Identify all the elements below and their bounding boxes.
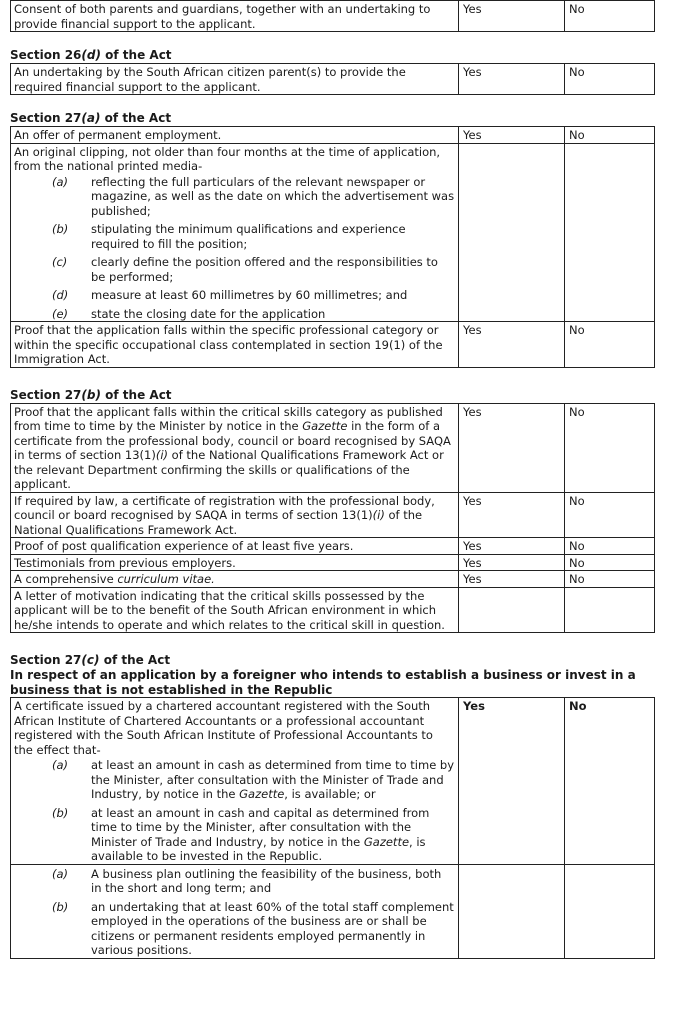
requirement-cell: Testimonials from previous employers. [11, 554, 459, 571]
section-27a-heading: Section 27(a) of the Act [10, 111, 172, 125]
requirement-cell: An offer of permanent employment. [11, 127, 459, 144]
yes-option[interactable]: Yes [459, 64, 565, 95]
table-row [11, 698, 655, 865]
yes-option[interactable]: Yes [459, 492, 565, 538]
table-row [11, 403, 655, 492]
table-row [11, 143, 655, 322]
table-row [11, 127, 655, 144]
requirement-cell [11, 698, 459, 865]
no-option[interactable]: No [565, 698, 655, 865]
no-option-empty[interactable] [565, 143, 655, 322]
no-option[interactable]: No [565, 127, 655, 144]
no-option[interactable]: No [565, 571, 655, 588]
no-option[interactable]: No [565, 64, 655, 95]
requirement-cell: An undertaking by the South African citizen parent(s) to provide the required financial support to the applicant. [11, 64, 459, 95]
table-row [11, 571, 655, 588]
requirement-cell [11, 143, 459, 322]
table-row [11, 64, 655, 95]
yes-option[interactable]: Yes [459, 127, 565, 144]
requirement-cell: A comprehensive curriculum vitae. [11, 571, 459, 588]
list-item: (a) at least an amount in cash as determined from time to time by the Minister, after consultation with the Minister of Trade and Industry, by notice in the Gazette, is available; or [52, 758, 455, 801]
yes-option[interactable]: Yes [459, 1, 565, 32]
list-item: (a) reflecting the full particulars of the relevant newspaper or magazine, as well as the date on which the advertisement was published; [52, 174, 455, 218]
section-27b-heading: Section 27(b) of the Act [10, 387, 172, 402]
no-option[interactable]: No [565, 322, 655, 368]
yes-option-empty[interactable] [459, 143, 565, 322]
yes-option-empty[interactable] [459, 864, 565, 958]
requirement-cell: Proof that the application falls within the specific professional category or within the specific occupational class contemplated in section 19(1) of the Immigration Act. [11, 322, 459, 368]
certificate-intro: A certificate issued by a chartered accountant registered with the South African Institute of Chartered Accountants or a professional accountant registered with the South African Institute of Professional Accountants to the effect that- [14, 699, 433, 757]
no-option[interactable]: No [565, 1, 655, 32]
no-option[interactable]: No [565, 492, 655, 538]
requirement-cell: A letter of motivation indicating that the critical skills possessed by the applicant will be to the benefit of the South African environment in which he/she intends to operate and which relates to the critical skill in question. [11, 587, 459, 633]
table-row [11, 322, 655, 368]
requirement-cell [11, 864, 459, 958]
list-item: (e) state the closing date for the application [52, 306, 326, 321]
table-row [11, 492, 655, 538]
yes-option[interactable]: Yes [459, 698, 565, 865]
yes-option[interactable]: Yes [459, 322, 565, 368]
consent-table [10, 0, 655, 32]
no-option-empty[interactable] [565, 864, 655, 958]
yes-option[interactable]: Yes [459, 554, 565, 571]
list-item: (d) measure at least 60 millimetres by 60 millimetres; and [52, 288, 408, 302]
table-row [11, 538, 655, 555]
list-item: (b) at least an amount in cash and capital as determined from time to time by the Minister, after consultation with the Minister of Trade and Industry, by notice in the Gazette, is available to be invested in the Republic. [52, 805, 430, 863]
document-page [10, 0, 654, 959]
table-row [11, 587, 655, 633]
section-27c-heading: Section 27(c) of the Act [10, 653, 171, 667]
clipping-intro: An original clipping, not older than four months at the time of application, from the national printed media- [14, 144, 441, 173]
table-row [11, 864, 655, 958]
list-item: (a) A business plan outlining the feasibility of the business, both in the short and long term; and [52, 866, 442, 895]
yes-option[interactable]: Yes [459, 571, 565, 588]
section-26d-table [10, 63, 655, 95]
table-row [11, 1, 655, 32]
list-item: (c) clearly define the position offered and the responsibilities to be performed; [52, 255, 438, 284]
requirement-cell: If required by law, a certificate of registration with the professional body, council or board recognised by SAQA in terms of section 13(1)(i) of the National Qualifications Framework Act. [11, 492, 459, 538]
list-item: (b) an undertaking that at least 60% of the total staff complement employed in the operations of the business are or shall be citizens or permanent residents employed permanently in various positions. [52, 899, 454, 957]
section-27c-table [10, 697, 655, 959]
yes-option[interactable]: Yes [459, 403, 565, 492]
table-row [11, 554, 655, 571]
no-option[interactable]: No [565, 554, 655, 571]
requirement-cell: Proof of post qualification experience of at least five years. [11, 538, 459, 555]
section-26d-heading: Section 26(d) of the Act [10, 48, 172, 62]
section-27c-subheading: In respect of an application by a foreigner who intends to establish a business or invest in a business that is not established in the Republic [10, 668, 636, 697]
section-27a-table [10, 126, 655, 368]
requirement-cell: Consent of both parents and guardians, together with an undertaking to provide financial support to the applicant. [11, 1, 459, 32]
yes-option[interactable]: Yes [459, 538, 565, 555]
section-27b-table [10, 403, 655, 634]
requirement-cell: Proof that the applicant falls within the critical skills category as published from time to time by the Minister by notice in the Gazette in the form of a certificate from the professional body, council or board recognised by SAQA in terms of section 13(1)(i) of the National Qualifications Framework Act or the relevant Department confirming the skills or qualifications of the applicant. [11, 403, 459, 492]
no-option[interactable]: No [565, 403, 655, 492]
no-option[interactable]: No [565, 538, 655, 555]
yes-option-empty[interactable] [459, 587, 565, 633]
list-item: (b) stipulating the minimum qualifications and experience required to fill the position; [52, 222, 406, 251]
no-option-empty[interactable] [565, 587, 655, 633]
